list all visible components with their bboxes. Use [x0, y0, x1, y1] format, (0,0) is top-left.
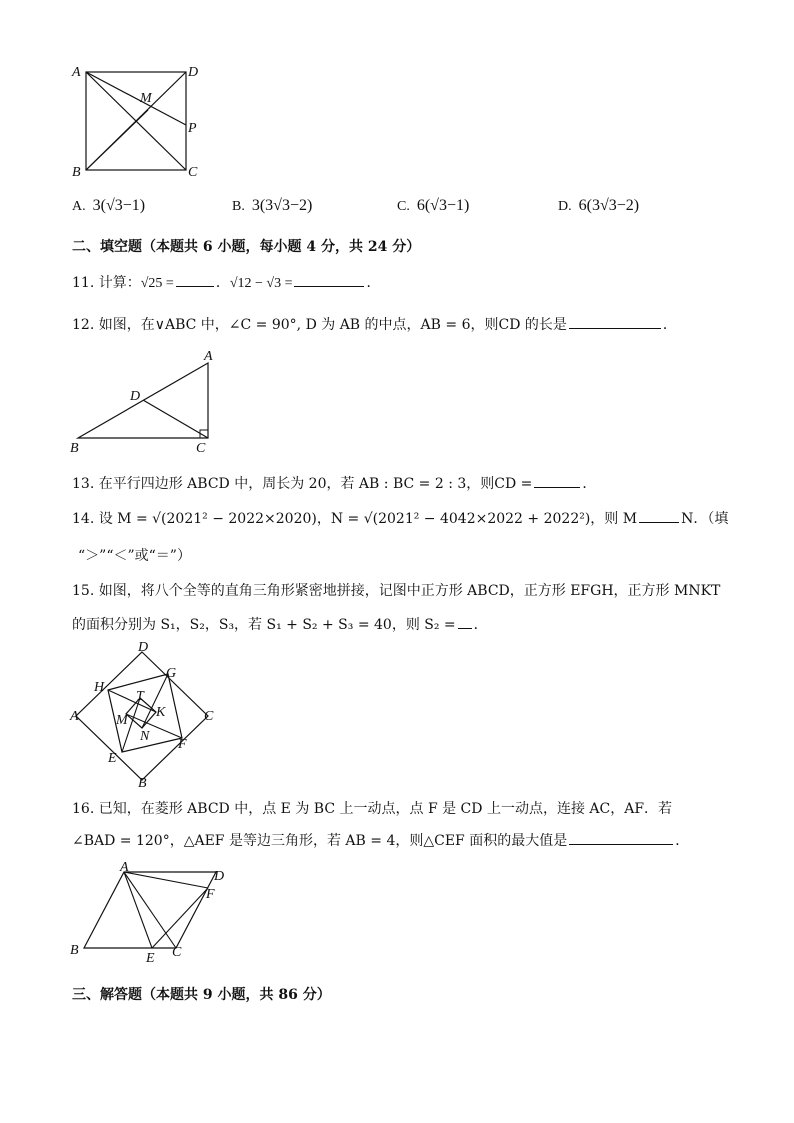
question-12: 12. 如图，在∨ABC 中，∠C = 90°, D 为 AB 的中点，AB = 6，则CD 的长是 ． [72, 317, 677, 333]
question-14: 14. 设 M = √(2021² − 2022×2020)，N = √(2021² − 4042×2022 + 2022²)，则 M N．（填 [72, 511, 729, 527]
label-F: F [206, 887, 215, 902]
figure-q10-square [66, 62, 206, 182]
figure-q16-rhombus [66, 862, 236, 970]
label-D: D [188, 65, 199, 80]
label-M: M [140, 91, 152, 106]
label-B: B [138, 776, 147, 791]
label-A: A [72, 65, 81, 80]
label-P: P [188, 121, 197, 136]
option-d-expr: 6(3√3−2) [578, 197, 640, 214]
label-A: A [70, 709, 79, 724]
question-14-line2: “＞”“＜”或“＝”） [78, 548, 191, 564]
label-B: B [70, 441, 79, 456]
label-F: F [178, 737, 187, 752]
label-E: E [146, 951, 155, 966]
option-d: D. 6(3√3−2) [558, 197, 640, 214]
section-3-title: 三、解答题（本题共 9 小题，共 86 分） [72, 987, 331, 1003]
option-b: B. 3(3√3−2) [232, 197, 313, 214]
question-16-line2: ∠BAD = 120°，△AEF 是等边三角形，若 AB = 4，则△CEF 面积的最大值是 ． [72, 833, 690, 849]
question-16: 16. 已知，在菱形 ABCD 中，点 E 为 BC 上一动点，点 F 是 CD 上一动点，连接 AC，AF．若 [72, 801, 673, 817]
label-C: C [172, 945, 182, 960]
label-D: D [214, 869, 225, 884]
option-c: C. 6(√3−1) [397, 197, 470, 214]
label-K: K [156, 705, 166, 720]
option-c-expr: 6(√3−1) [416, 197, 470, 214]
label-C: C [188, 165, 198, 180]
label-N: N [140, 729, 150, 744]
label-A: A [204, 349, 213, 364]
label-A: A [120, 860, 129, 875]
label-D: D [138, 640, 149, 655]
option-b-expr: 3(3√3−2) [251, 197, 313, 214]
question-15-line2: 的面积分别为 S₁，S₂，S₃，若 S₁ + S₂ + S₃ = 40，则 S₂ = ． [72, 617, 488, 633]
label-B: B [72, 165, 81, 180]
question-13: 13. 在平行四边形 ABCD 中，周长为 20，若 AB : BC = 2 : 3，则CD = ． [72, 476, 597, 492]
section-2-title: 二、填空题（本题共 6 小题，每小题 4 分，共 24 分） [72, 239, 421, 255]
label-M: M [116, 713, 128, 728]
label-H: H [94, 680, 105, 695]
question-11: 11. 计算：√25 = ．√12 − √3 = ． [72, 275, 381, 291]
label-E: E [108, 751, 117, 766]
label-T: T [136, 689, 144, 704]
label-C: C [204, 709, 214, 724]
question-15: 15. 如图，将八个全等的直角三角形紧密地拼接，记图中正方形 ABCD，正方形 EFGH，正方形 MNKT [72, 583, 721, 599]
option-a: A. 3(√3−1) [72, 197, 146, 214]
figure-q12-triangle [66, 348, 226, 458]
label-D: D [130, 389, 141, 404]
label-G: G [166, 666, 177, 681]
option-a-expr: 3(√3−1) [92, 197, 146, 214]
label-C: C [196, 441, 206, 456]
label-B: B [70, 943, 79, 958]
figure-q15-squares [70, 640, 230, 790]
